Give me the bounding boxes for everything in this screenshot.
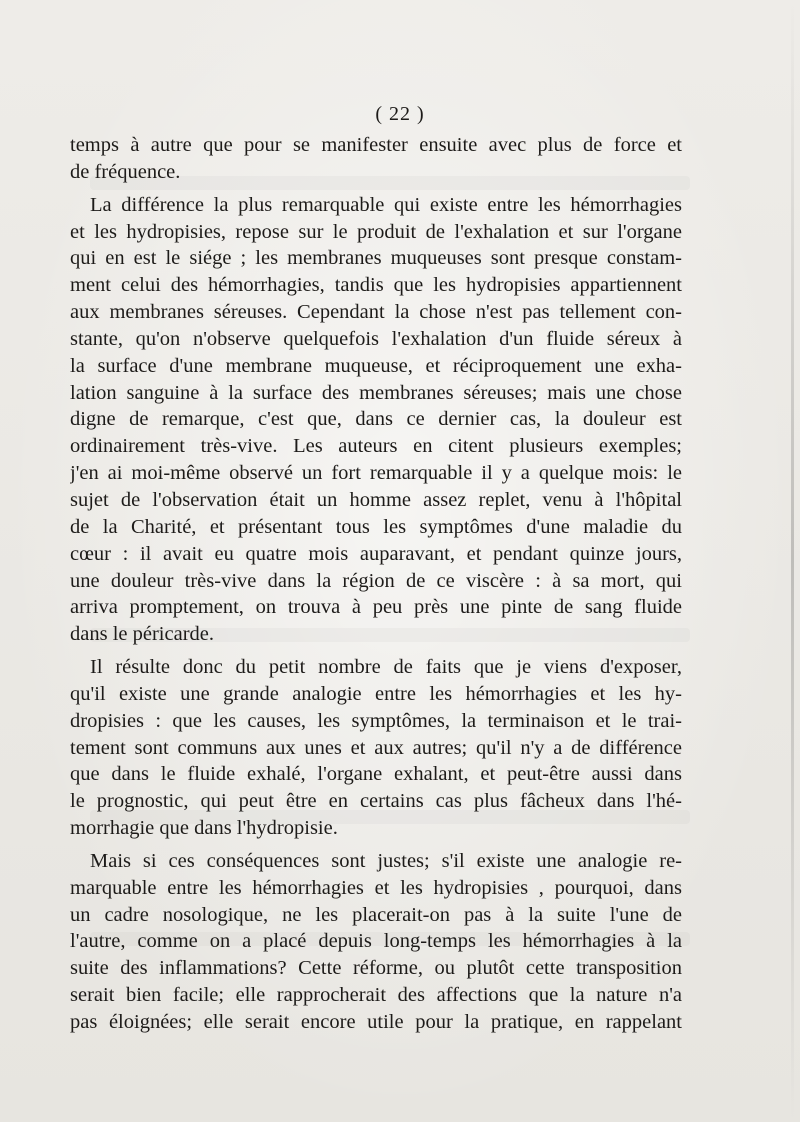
paragraph <box>70 848 682 1036</box>
text-line: aux membranes séreuses. Cependant la chose n'est pas tellement con- <box>70 301 682 324</box>
text-line: Mais si ces conséquences sont justes; s'il existe une analogie re- <box>90 849 682 872</box>
text-line: ordinairement très-vive. Les auteurs en citent plusieurs exemples; <box>70 435 682 458</box>
text-line: j'en ai moi-même observé un fort remarquable il y a quelque mois: le <box>70 462 682 485</box>
text-line: qu'il existe une grande analogie entre les hémorrhagies et les hy- <box>70 682 682 705</box>
text-line: sujet de l'observation était un homme assez replet, venu à l'hôpital <box>70 488 682 511</box>
text-line: suite des inflammations? Cette réforme, ou plutôt cette transposition <box>70 957 682 980</box>
text-line: arriva promptement, on trouva à peu près une pinte de sang fluide <box>70 596 682 619</box>
text-line: de la Charité, et présentant tous les symptômes d'une maladie du <box>70 515 682 538</box>
text-line: marquable entre les hémorrhagies et les hydropisies , pourquoi, dans <box>70 876 682 899</box>
text-line: digne de remarque, c'est que, dans ce dernier cas, la douleur est <box>70 408 682 431</box>
text-line: lation sanguine à la surface des membranes séreuses; mais une chose <box>70 381 682 404</box>
text-line: la surface d'une membrane muqueuse, et réciproquement une exha- <box>70 354 682 377</box>
text-line: cœur : il avait eu quatre mois auparavant, et pendant quinze jours, <box>70 542 682 565</box>
paragraph <box>70 654 682 842</box>
page-edge-shadow <box>791 0 794 1122</box>
text-line: Il résulte donc du petit nombre de faits que je viens d'exposer, <box>90 656 682 679</box>
text-line: le prognostic, qui peut être en certains cas plus fâcheux dans l'hé- <box>70 790 682 813</box>
text-line: dropisies : que les causes, les symptômes, la terminaison et le trai- <box>70 709 682 732</box>
text-line: stante, qu'on n'observe quelquefois l'exhalation d'un fluide séreux à <box>70 327 682 350</box>
paragraph <box>70 192 682 648</box>
text-line: et les hydropisies, repose sur le produit de l'exhalation et sur l'organe <box>70 220 682 243</box>
text-line: pas éloignées; elle serait encore utile pour la pratique, en rappelant <box>70 1011 682 1033</box>
text-line: une douleur très-vive dans la région de ce viscère : à sa mort, qui <box>70 569 682 592</box>
text-line: l'autre, comme on a placé depuis long-temps les hémorrhagies à la <box>70 930 682 953</box>
text-line: morrhagie que dans l'hydropisie. <box>70 817 338 840</box>
text-line: qui en est le siége ; les membranes muqueuses sont presque constam- <box>70 247 682 270</box>
paragraph <box>70 132 682 186</box>
text-line: La différence la plus remarquable qui existe entre les hémorrhagies <box>90 193 682 216</box>
text-line: temps à autre que pour se manifester ensuite avec plus de force et <box>70 134 682 156</box>
text-line: serait bien facile; elle rapprocherait des affections que la nature n'a <box>70 984 682 1007</box>
text-line: un cadre nosologique, ne les placerait-on pas à la suite l'une de <box>70 903 682 926</box>
page-number: ( 22 ) <box>375 103 425 125</box>
text-line: ment celui des hémorrhagies, tandis que les hydropisies appartiennent <box>70 274 682 297</box>
text-line: tement sont communs aux unes et aux autres; qu'il n'y a de différence <box>70 736 682 759</box>
text-line: de fréquence. <box>70 160 181 183</box>
text-line: dans le péricarde. <box>70 623 214 646</box>
text-line: que dans le fluide exhalé, l'organe exhalant, et peut-être aussi dans <box>70 763 682 786</box>
body-text <box>70 132 682 1036</box>
